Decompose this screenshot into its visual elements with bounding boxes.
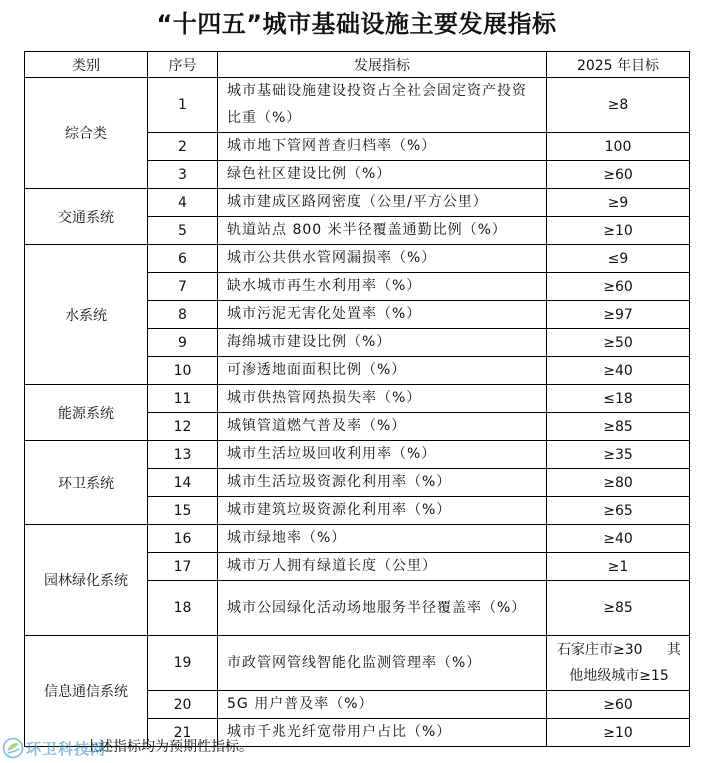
table-header-row bbox=[25, 52, 690, 78]
indicator-cell: 缺水城市再生水利用率（%） bbox=[218, 273, 547, 301]
category-cell: 交通系统 bbox=[25, 189, 148, 245]
seq-cell: 4 bbox=[148, 189, 218, 217]
target-cell: ≤18 bbox=[547, 385, 690, 413]
target-cell: ≥85 bbox=[547, 581, 690, 636]
seq-cell: 21 bbox=[148, 719, 218, 747]
target-cell: ≥50 bbox=[547, 329, 690, 357]
category-cell: 园林绿化系统 bbox=[25, 525, 148, 636]
seq-cell: 20 bbox=[148, 691, 218, 719]
target-part-b: 其 bbox=[667, 642, 681, 658]
category-cell: 水系统 bbox=[25, 245, 148, 385]
indicator-cell: 城市建成区路网密度（公里/平方公里） bbox=[218, 189, 547, 217]
table-row bbox=[25, 385, 690, 413]
category-cell: 环卫系统 bbox=[25, 441, 148, 525]
footer bbox=[0, 733, 713, 761]
indicator-cell: 城市公园绿化活动场地服务半径覆盖率（%） bbox=[218, 581, 547, 636]
target-cell: ≥97 bbox=[547, 301, 690, 329]
seq-cell: 18 bbox=[148, 581, 218, 636]
indicator-cell: 城市生活垃圾回收利用率（%） bbox=[218, 441, 547, 469]
indicator-cell: 5G 用户普及率（%） bbox=[218, 691, 547, 719]
seq-cell: 17 bbox=[148, 553, 218, 581]
target-part-a: 石家庄市≥30 bbox=[557, 642, 643, 658]
target-cell: 100 bbox=[547, 133, 690, 161]
indicator-cell: 城市基础设施建设投资占全社会固定资产投资比重（%） bbox=[218, 78, 547, 133]
footnote: 上述指标均为预期性指标。 bbox=[85, 739, 253, 755]
seq-cell: 1 bbox=[148, 78, 218, 133]
target-cell: ≥9 bbox=[547, 189, 690, 217]
indicator-cell: 轨道站点 800 米半径覆盖通勤比例（%） bbox=[218, 217, 547, 245]
table-row bbox=[25, 441, 690, 469]
logo-text: 环卫科技网 bbox=[26, 739, 107, 758]
target-cell: ≤9 bbox=[547, 245, 690, 273]
indicator-cell: 海绵城市建设比例（%） bbox=[218, 329, 547, 357]
indicator-cell: 城市污泥无害化处置率（%） bbox=[218, 301, 547, 329]
seq-cell: 12 bbox=[148, 413, 218, 441]
target-cell: ≥85 bbox=[547, 413, 690, 441]
indicator-cell: 城市绿地率（%） bbox=[218, 525, 547, 553]
indicator-cell: 城市建筑垃圾资源化利用率（%） bbox=[218, 497, 547, 525]
header-category: 类别 bbox=[25, 52, 148, 78]
seq-cell: 14 bbox=[148, 469, 218, 497]
seq-cell: 7 bbox=[148, 273, 218, 301]
seq-cell: 6 bbox=[148, 245, 218, 273]
target-line-1 bbox=[557, 637, 681, 663]
indicator-cell: 市政管网管线智能化监测管理率（%） bbox=[218, 636, 547, 691]
target-cell: ≥60 bbox=[547, 691, 690, 719]
target-cell: ≥60 bbox=[547, 161, 690, 189]
target-cell: ≥10 bbox=[547, 719, 690, 747]
category-cell: 能源系统 bbox=[25, 385, 148, 441]
indicator-cell: 城市供热管网热损失率（%） bbox=[218, 385, 547, 413]
table-row bbox=[25, 189, 690, 217]
seq-cell: 5 bbox=[148, 217, 218, 245]
target-cell: ≥60 bbox=[547, 273, 690, 301]
indicator-cell: 城镇管道燃气普及率（%） bbox=[218, 413, 547, 441]
table-row bbox=[25, 245, 690, 273]
header-indicator: 发展指标 bbox=[218, 52, 547, 78]
table-row bbox=[25, 636, 690, 691]
target-cell: ≥80 bbox=[547, 469, 690, 497]
category-cell: 信息通信系统 bbox=[25, 636, 148, 747]
seq-cell: 9 bbox=[148, 329, 218, 357]
indicator-cell: 城市千兆光纤宽带用户占比（%） bbox=[218, 719, 547, 747]
indicator-cell: 城市公共供水管网漏损率（%） bbox=[218, 245, 547, 273]
target-cell: ≥8 bbox=[547, 78, 690, 133]
seq-cell: 2 bbox=[148, 133, 218, 161]
category-cell: 综合类 bbox=[25, 78, 148, 189]
seq-cell: 15 bbox=[148, 497, 218, 525]
target-cell: ≥10 bbox=[547, 217, 690, 245]
header-seq: 序号 bbox=[148, 52, 218, 78]
seq-cell: 10 bbox=[148, 357, 218, 385]
indicator-cell: 城市生活垃圾资源化利用率（%） bbox=[218, 469, 547, 497]
header-target: 2025 年目标 bbox=[547, 52, 690, 78]
seq-cell: 13 bbox=[148, 441, 218, 469]
seq-cell: 19 bbox=[148, 636, 218, 691]
target-cell: ≥35 bbox=[547, 441, 690, 469]
page-title: “十四五”城市基础设施主要发展指标 bbox=[156, 10, 557, 38]
seq-cell: 16 bbox=[148, 525, 218, 553]
indicator-cell: 可渗透地面面积比例（%） bbox=[218, 357, 547, 385]
table-row bbox=[25, 525, 690, 553]
seq-cell: 3 bbox=[148, 161, 218, 189]
target-part-c: 他地级城市≥15 bbox=[569, 668, 669, 684]
seq-cell: 8 bbox=[148, 301, 218, 329]
indicator-cell: 城市地下管网普查归档率（%） bbox=[218, 133, 547, 161]
target-cell: ≥40 bbox=[547, 357, 690, 385]
indicator-cell: 城市万人拥有绿道长度（公里） bbox=[218, 553, 547, 581]
indicator-cell: 绿色社区建设比例（%） bbox=[218, 161, 547, 189]
seq-cell: 11 bbox=[148, 385, 218, 413]
target-cell: ≥65 bbox=[547, 497, 690, 525]
target-cell bbox=[547, 636, 690, 691]
table-row bbox=[25, 78, 690, 133]
indicators-table bbox=[24, 51, 690, 747]
target-cell: ≥1 bbox=[547, 553, 690, 581]
globe-leaf-icon bbox=[2, 737, 24, 759]
target-cell: ≥40 bbox=[547, 525, 690, 553]
